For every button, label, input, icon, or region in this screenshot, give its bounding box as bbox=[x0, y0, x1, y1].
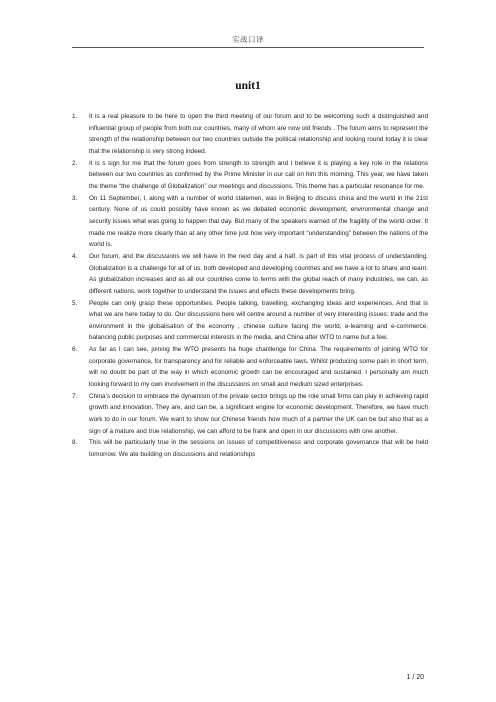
paragraph-item bbox=[72, 158, 428, 193]
paragraph-text: This will be particularly true in the sessions on issues of competitiveness and corporate governance that will be held tomorrow. We ate building on discussions and relationships bbox=[89, 439, 428, 459]
paragraph-item bbox=[72, 437, 428, 460]
paragraph-number: 8. bbox=[72, 439, 78, 447]
paragraph-number: 3. bbox=[72, 194, 78, 202]
paragraph-item bbox=[72, 344, 428, 391]
paragraph-text: On 11 September, I, along with a number of world statemen, was in Beijing to discuss china and the world in the 21st century. None of us could possibly have known as we debated economic development, environmental change and security issues what was going to happen that day. But many of the speakers warned of the fragility of the world order. It made me realize more clearly than at any other time just how very important “understanding” between the nations of the world is. bbox=[89, 194, 428, 249]
paragraph-text: China’s decision to embrace the dynamism of the private sector brings up the role small firms can play in achieving rapid growth and innovation. They are, and can be, a significant engine for economic development. Therefore, we have much work to do in our forum. We want to show our Chinese friends how much of a partner the UK can be but also that as a sign of a mature and true relationship, we can afford to be frank and open in our discussions with one another. bbox=[89, 392, 428, 435]
paragraph-number: 4. bbox=[72, 252, 78, 260]
paragraph-item bbox=[72, 391, 428, 438]
paragraph-number: 5. bbox=[72, 299, 78, 307]
paragraph-text: As far as I can see, joining the WTO presents ha huge chanllenge for China. The requirements of joining WTO for corporate governance, for transparency and for reliable and enforceable laws. Whilst producing some pain in short term, will no doubt be part of the way in which economic growth can be encouraged and sustained. I personally am much looking forward to my own involvement in the discussions on small and medium sized enterprises. bbox=[89, 346, 428, 389]
paragraph-text: Our forum, and the discussions we will have in the next day and a half, is part of this vital process of understanding. Globalization is a challenge for all of us, both developed and developing countries and we have a lot to share and learn. As globalization increases and as all our countries come to terms with the global reach of many industries, we can, as different nations, work together to understand the issues and effects these developments bring. bbox=[89, 252, 428, 295]
page-number: 1 / 20 bbox=[406, 674, 424, 681]
paragraph-number: 6. bbox=[72, 346, 78, 354]
paragraph-text: It is s sign for me that the forum goes from strength to strength and I believe it is playing a key role in the relations between our two countries as confirmed by the Prime Minister in our call on him this morning. This year, we have taken the theme “the challenge of Globalization” our meetings and discussions. This theme has a particular resonance for me. bbox=[89, 159, 428, 190]
paragraph-number: 2. bbox=[72, 159, 78, 167]
paragraph-text: People can only grasp these opportunities. People talking, travelling, exchanging ideas and experiences. And that is what we are here today to do. Our discussions here will centre around a number of very interesting issues: trade and the environment in the globalisation of the economy , chinese culture facing the world, e-learning and e-commerce, balancing public purposes and commercial interests in the media, and China after WTO to name but a few. bbox=[89, 299, 428, 342]
page-title: unit1 bbox=[235, 80, 261, 92]
paragraph-list bbox=[72, 111, 428, 461]
running-header: 实战口译 bbox=[232, 35, 264, 44]
paragraph-item bbox=[72, 298, 428, 345]
paragraph-number: 7. bbox=[72, 392, 78, 400]
paragraph-number: 1. bbox=[72, 113, 78, 120]
paragraph-item bbox=[72, 193, 428, 251]
paragraph-item bbox=[72, 251, 428, 298]
paragraph-text: It is a real pleasure to be here to open the third meeting of our forum and to be welcoming such a distinguished and influential group of people from both our countries, many of whom are now old friends . The forum aims to represent the strength of the relationship between our two countries outside the political relationship and looking round today it is clear that the relationship is very strong indeed. bbox=[89, 113, 428, 155]
paragraph-item bbox=[72, 111, 428, 158]
header-rule bbox=[72, 47, 424, 48]
